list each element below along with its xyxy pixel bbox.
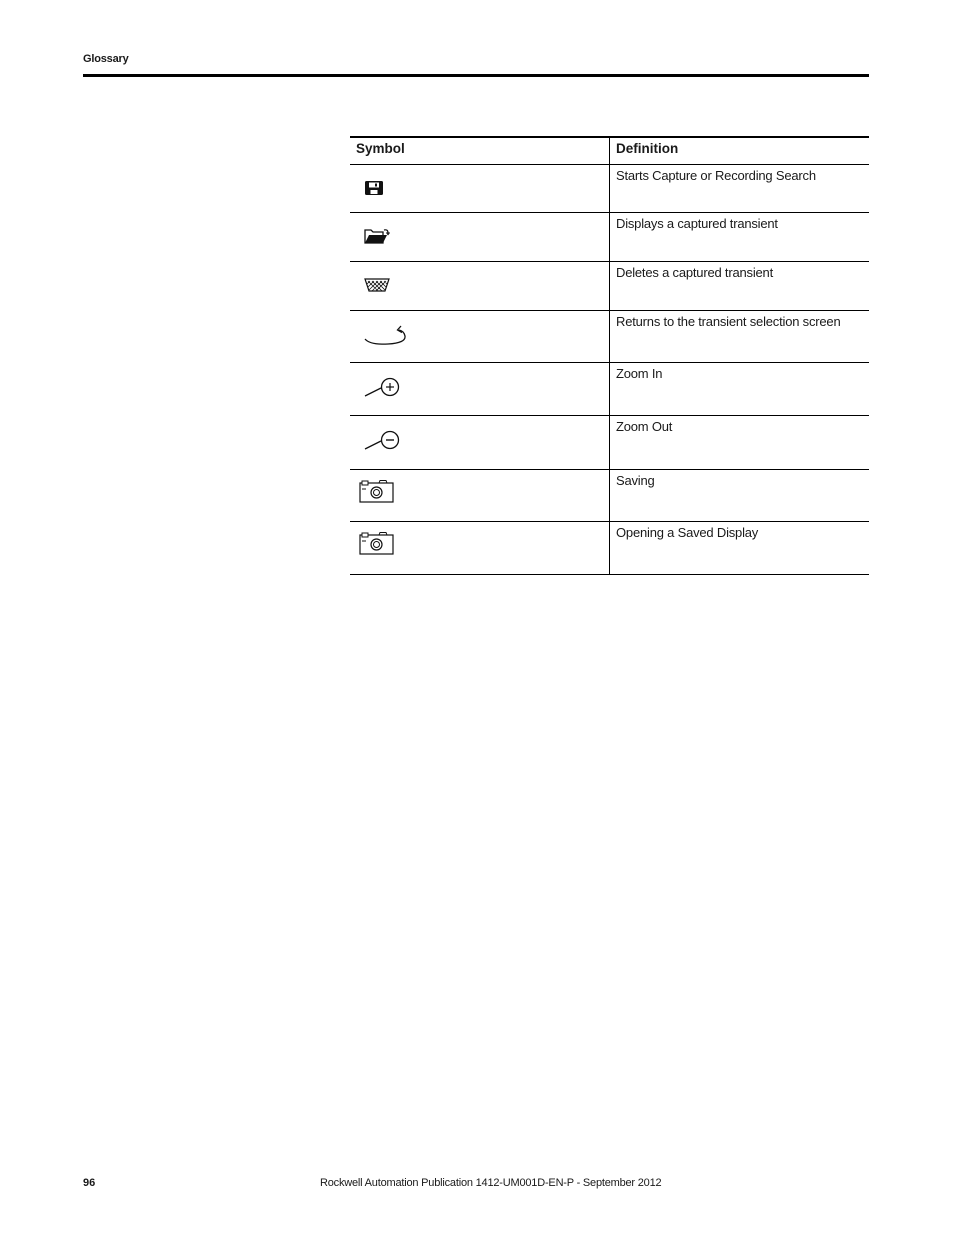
definition-cell: Zoom In <box>616 366 663 381</box>
definition-cell: Starts Capture or Recording Search <box>616 168 816 183</box>
definition-cell: Returns to the transient selection screen <box>616 314 841 329</box>
return-arrow-icon <box>364 325 410 349</box>
definition-cell: Opening a Saved Display <box>616 525 759 540</box>
wastebasket-icon <box>364 277 390 293</box>
definition-cell: Saving <box>616 473 655 488</box>
table-row <box>350 165 869 213</box>
table-header-row <box>350 137 869 165</box>
page-number: 96 <box>83 1177 96 1189</box>
table-row <box>350 470 869 522</box>
definition-cell: Deletes a captured transient <box>616 265 773 280</box>
open-folder-icon <box>363 226 391 246</box>
table-row <box>350 416 869 470</box>
header-rule <box>83 74 869 77</box>
definition-cell: Zoom Out <box>616 419 673 434</box>
floppy-disk-icon <box>364 180 384 196</box>
definition-cell: Displays a captured transient <box>616 216 778 231</box>
table-row <box>350 522 869 575</box>
table-row <box>350 363 869 416</box>
table-row <box>350 262 869 311</box>
camera-icon <box>359 531 395 555</box>
publication-info: Rockwell Automation Publication 1412-UM001D-EN-P - September 2012 <box>320 1177 662 1189</box>
definition-column-header: Definition <box>616 141 679 156</box>
table-row <box>350 311 869 363</box>
section-label: Glossary <box>83 53 129 65</box>
symbol-glossary-table <box>350 136 869 575</box>
table-row <box>350 213 869 262</box>
zoom-in-icon <box>364 376 402 400</box>
zoom-out-icon <box>364 429 402 453</box>
symbol-column-header: Symbol <box>350 137 610 165</box>
camera-icon <box>359 479 395 503</box>
